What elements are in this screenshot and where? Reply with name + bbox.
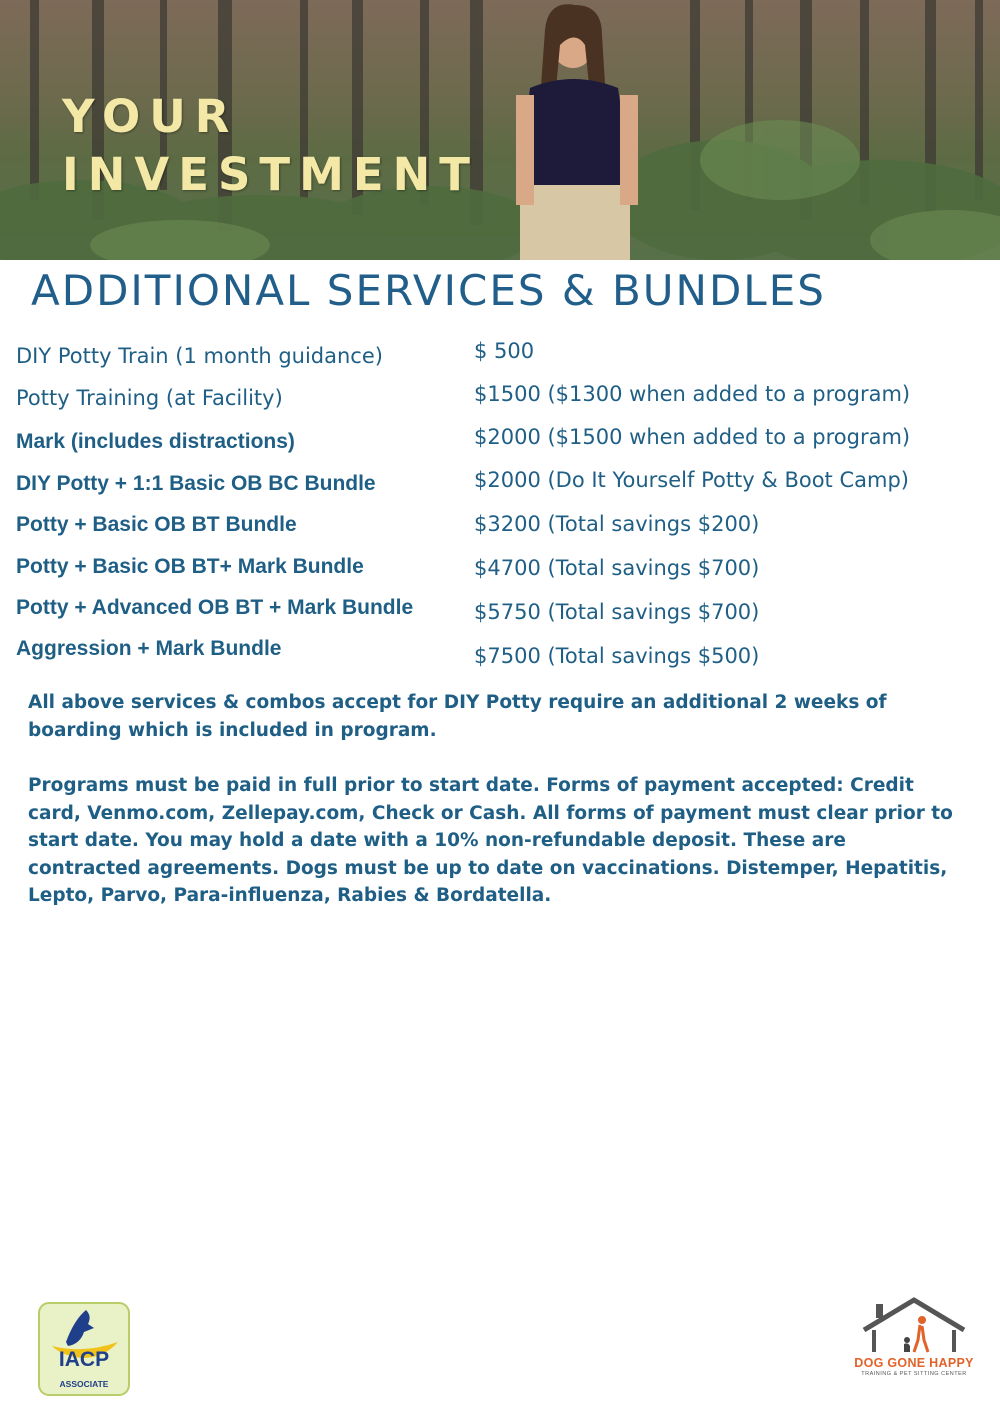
- iacp-logo: [38, 1302, 130, 1396]
- service-name: Potty + Advanced OB BT + Mark Bundle: [16, 596, 414, 619]
- service-price: $5750 (Total savings $700): [474, 600, 760, 624]
- service-price: $3200 (Total savings $200): [474, 512, 760, 536]
- service-name: Potty Training (at Facility): [16, 386, 283, 410]
- iacp-wordmark: IACP: [58, 1348, 110, 1371]
- boarding-note: All above services & combos accept for DIY Potty require an additional 2 weeks of boarding which is included in program.: [28, 692, 887, 741]
- service-price: $2000 (Do It Yourself Potty & Boot Camp): [474, 468, 909, 492]
- service-name: Potty + Basic OB BT Bundle: [16, 513, 297, 536]
- hero-title: [62, 88, 479, 204]
- service-name: DIY Potty + 1:1 Basic OB BC Bundle: [16, 472, 376, 495]
- service-price: $1500 ($1300 when added to a program): [474, 382, 911, 406]
- hero-title-line1: YOUR: [62, 90, 239, 143]
- payment-note: Programs must be paid in full prior to start date. Forms of payment accepted: Credit card, Venmo.com, Zellepay.com, Check or Cash. All forms of payment must clear prior to start date. You may hold a date with a 10% non-refundable deposit. These are contracted agreements. Dogs must be up to date on vaccinations. Distemper, Hepatitis, Lepto, Parvo, Para-influenza, Rabies & Bordatella.: [28, 775, 953, 906]
- dog-gone-happy-logo: [852, 1296, 976, 1388]
- dgh-brand-name: DOG GONE HAPPY: [854, 1356, 974, 1370]
- iacp-associate-label: ASSOCIATE: [59, 1379, 109, 1389]
- person-figure: [516, 4, 638, 260]
- service-price: $ 500: [474, 339, 535, 363]
- section-heading: ADDITIONAL SERVICES & BUNDLES: [31, 266, 826, 315]
- hero-title-line2: INVESTMENT: [62, 148, 479, 201]
- service-price: $4700 (Total savings $700): [474, 556, 760, 580]
- service-name: Mark (includes distractions): [16, 430, 295, 453]
- service-name: Potty + Basic OB BT+ Mark Bundle: [16, 555, 364, 578]
- service-price: $7500 (Total savings $500): [474, 644, 760, 668]
- service-price: $2000 ($1500 when added to a program): [474, 425, 911, 449]
- hero-banner: [0, 0, 1000, 260]
- service-name: Aggression + Mark Bundle: [16, 637, 282, 660]
- service-name: DIY Potty Train (1 month guidance): [16, 344, 383, 368]
- dgh-tagline: TRAINING & PET SITTING CENTER: [861, 1371, 967, 1377]
